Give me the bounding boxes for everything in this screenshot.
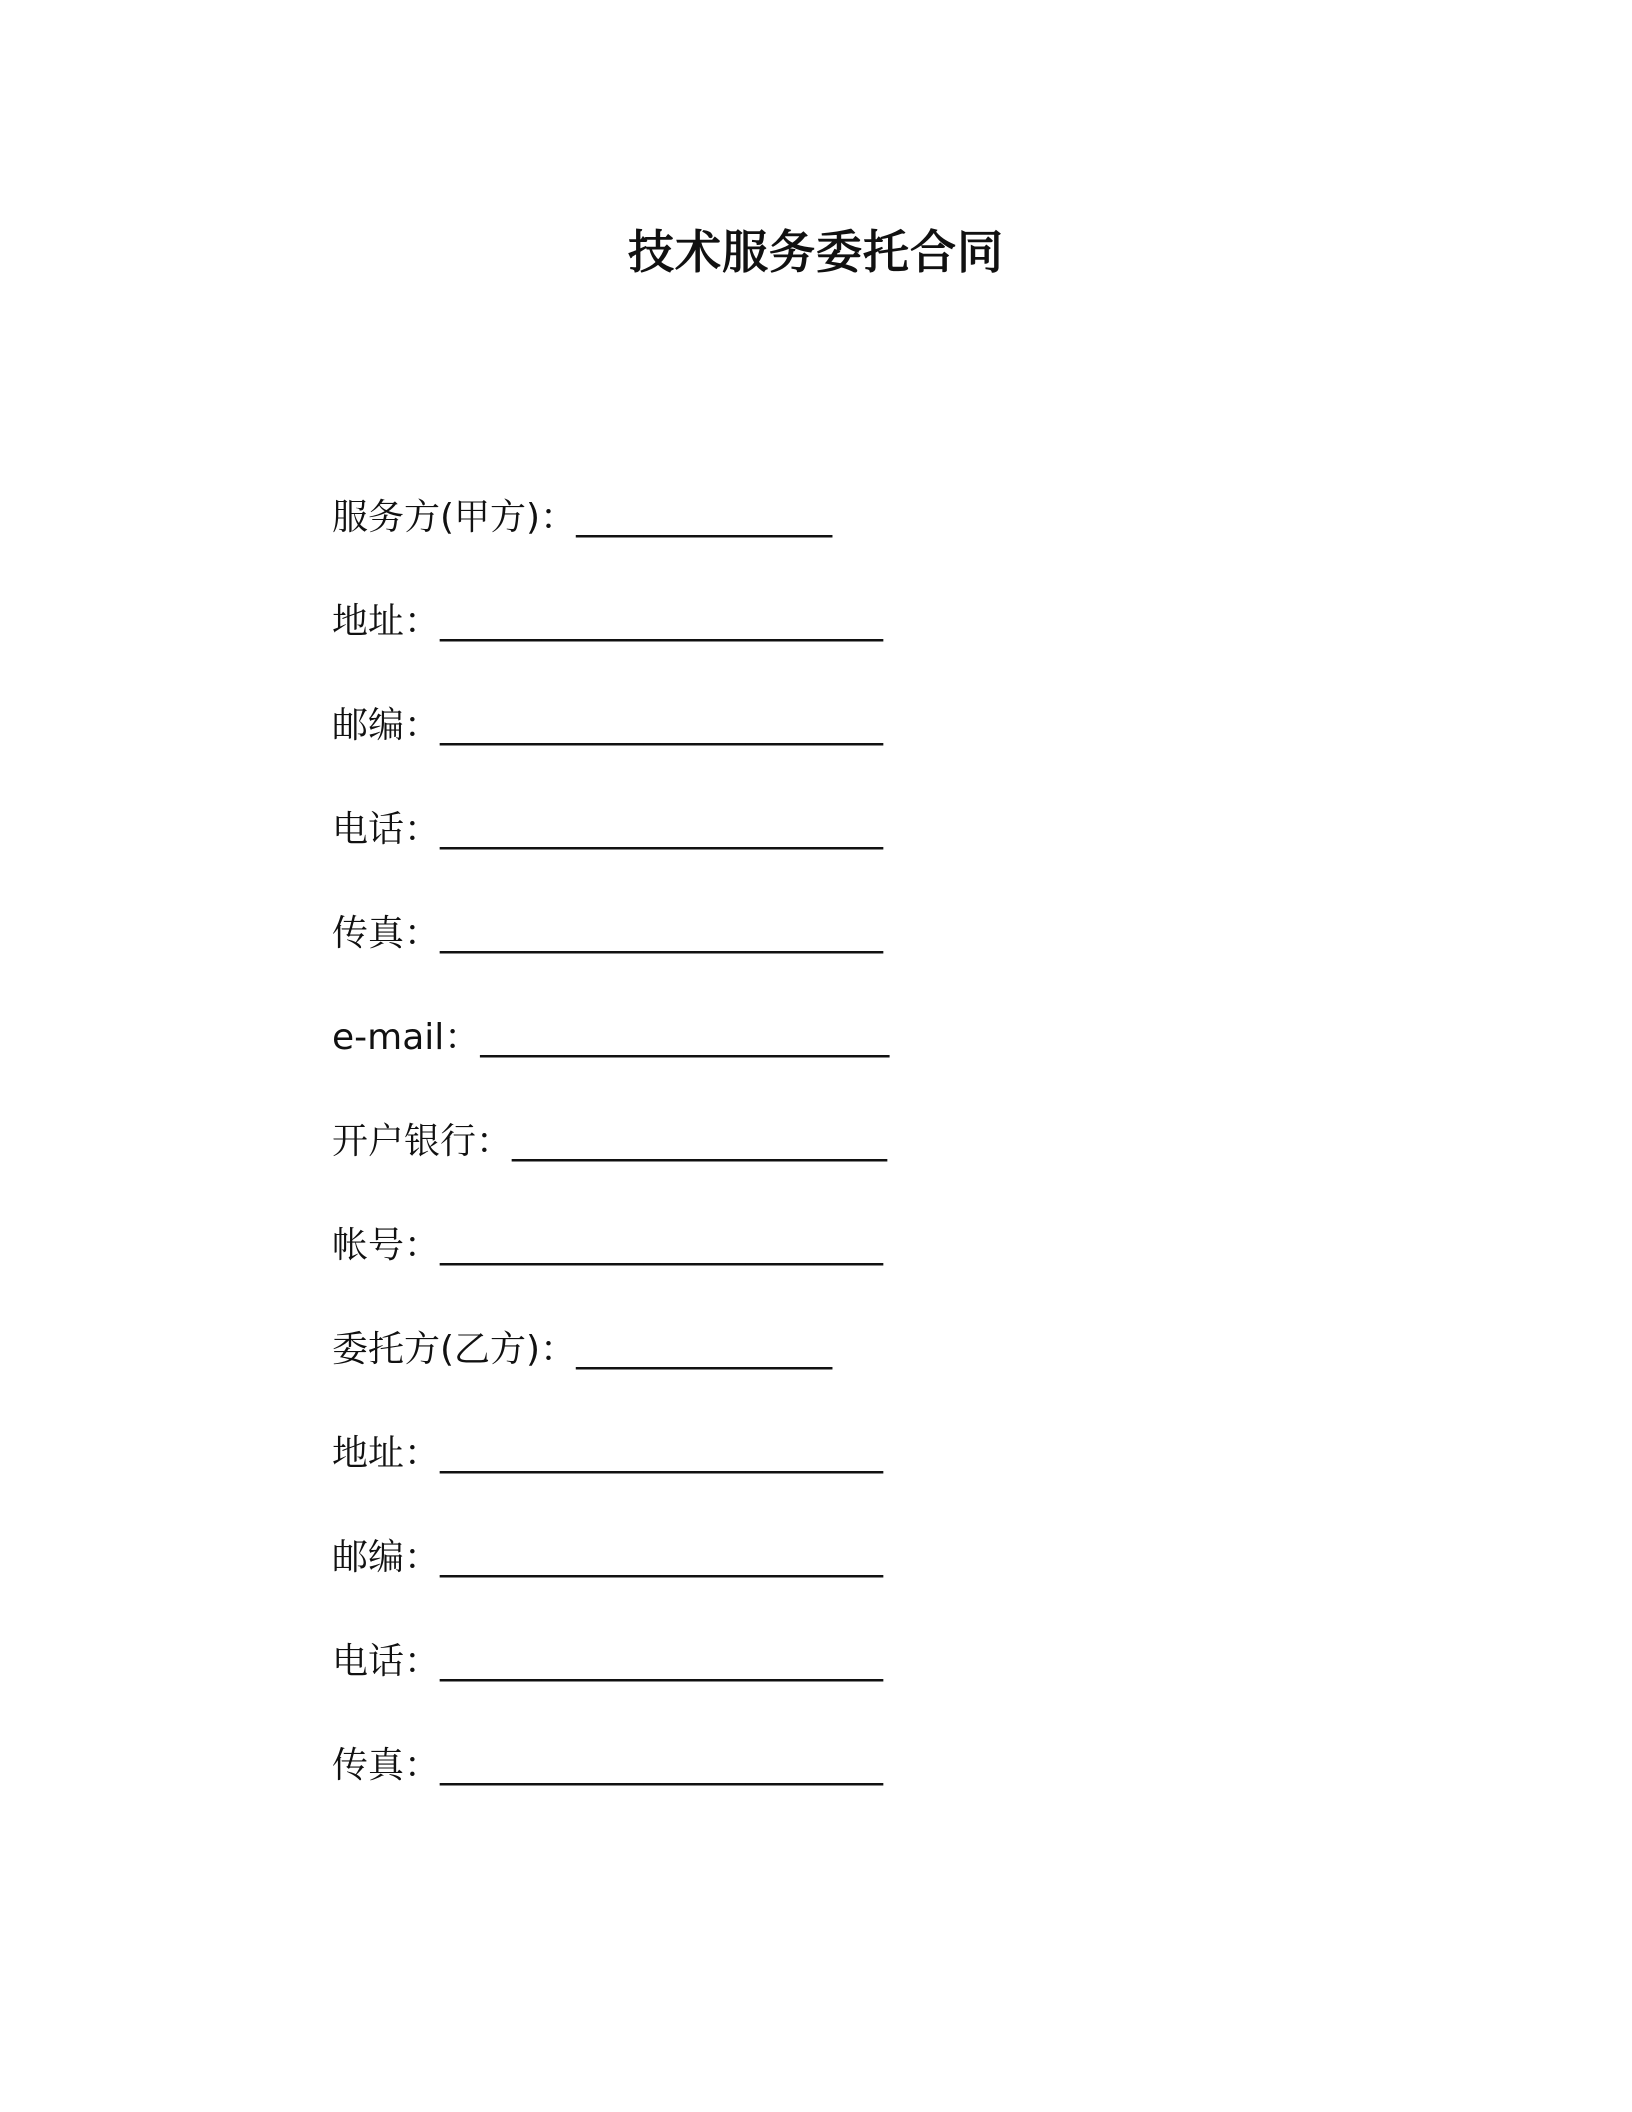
field-row-address: [332, 1424, 1332, 1528]
field-label: 委托方(乙方)：: [332, 1329, 577, 1370]
field-row-phone: [332, 1632, 1332, 1736]
fill-in-blank: __________________________: [440, 1225, 883, 1266]
field-row-address: [332, 592, 1332, 696]
field-label: e-mail：: [332, 1017, 481, 1058]
field-row-account: [332, 1216, 1332, 1320]
party-info-fields: [332, 488, 1332, 1840]
fill-in-blank: ________________________: [480, 1017, 889, 1058]
field-row-bank: [332, 1112, 1332, 1216]
field-label: 服务方(甲方)：: [332, 497, 577, 538]
field-label: 开户银行：: [332, 1121, 513, 1162]
document-title: 技术服务委托合同: [628, 225, 1004, 279]
field-label: 地址：: [332, 1433, 441, 1474]
fill-in-blank: __________________________: [440, 601, 883, 642]
fill-in-blank: _______________: [576, 1329, 832, 1370]
field-label: 电话：: [332, 1641, 441, 1682]
fill-in-blank: __________________________: [440, 705, 883, 746]
fill-in-blank: __________________________: [440, 1745, 883, 1786]
field-row-client-party: [332, 1320, 1332, 1424]
fill-in-blank: __________________________: [440, 809, 883, 850]
fill-in-blank: ______________________: [512, 1121, 887, 1162]
field-row-fax: [332, 904, 1332, 1008]
field-row-postcode: [332, 1528, 1332, 1632]
field-label: 帐号：: [332, 1225, 441, 1266]
field-row-service-party: [332, 488, 1332, 592]
fill-in-blank: _______________: [576, 497, 832, 538]
fill-in-blank: __________________________: [440, 1641, 883, 1682]
fill-in-blank: __________________________: [440, 913, 883, 954]
field-label: 邮编：: [332, 705, 441, 746]
fill-in-blank: __________________________: [440, 1433, 883, 1474]
field-label: 传真：: [332, 1745, 441, 1786]
field-label: 传真：: [332, 913, 441, 954]
field-label: 地址：: [332, 601, 441, 642]
fill-in-blank: __________________________: [440, 1537, 883, 1578]
field-row-email: [332, 1008, 1332, 1112]
field-row-fax: [332, 1736, 1332, 1840]
field-row-postcode: [332, 696, 1332, 800]
field-label: 邮编：: [332, 1537, 441, 1578]
field-label: 电话：: [332, 809, 441, 850]
field-row-phone: [332, 800, 1332, 904]
